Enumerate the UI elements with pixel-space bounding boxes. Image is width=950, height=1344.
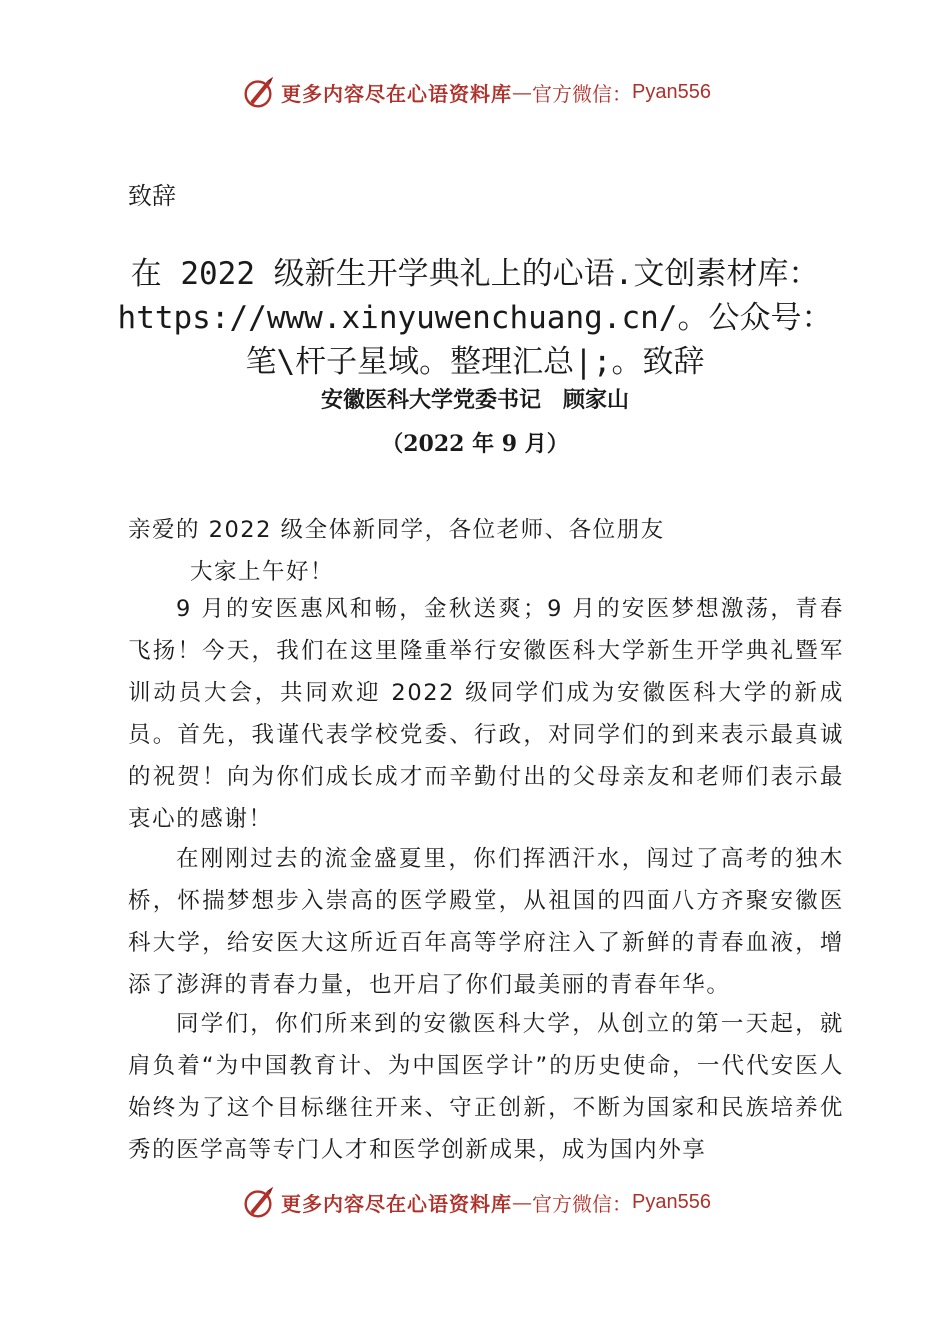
document-title — [60, 252, 890, 384]
salutation: 亲爱的 2022 级全体新同学，各位老师、各位朋友 — [128, 517, 665, 543]
header-banner — [0, 72, 950, 112]
pre-title: 致辞 — [128, 182, 176, 210]
banner-separator: — — [512, 80, 533, 104]
banner-text: 更多内容尽在心语资料库 — [281, 1191, 513, 1216]
quill-logo-icon — [239, 1183, 277, 1221]
author-line: 安徽医科大学党委书记 顾家山 — [320, 387, 629, 413]
footer-banner — [0, 1182, 950, 1222]
banner-wechat-label: 官方微信： — [532, 1191, 633, 1216]
title-line-1: 在 2022 级新生开学典礼上的心语.文创素材库： — [130, 256, 820, 292]
banner-wechat-id: Pyan556 — [632, 1190, 711, 1213]
title-line-2: https://www.xinyuwenchuang.cn/。公众号： — [117, 300, 833, 336]
greeting: 大家上午好！ — [190, 559, 335, 585]
paragraph-1: 9 月的安医惠风和畅，金秋送爽；9 月的安医梦想激荡，青春飞扬！今天，我们在这里隆重举行安徽医科大学新生开学典礼暨军训动员大会，共同欢迎 2022 级同学们成为安徽医科大学的新成员。首先，我谨代表学校党委、行政，对同学们的到来表示最真诚的祝贺！向为你们成长成才而辛勤付出的父母亲友和老师们表示最衷心的感谢！ — [128, 596, 844, 832]
banner-separator: — — [512, 1190, 533, 1214]
date-line: （2022 年 9 月） — [381, 431, 569, 457]
banner-wechat-label: 官方微信： — [532, 81, 633, 106]
title-line-3: 笔\杆子星域。整理汇总|;。致辞 — [245, 344, 705, 380]
paragraph-2: 在刚刚过去的流金盛夏里，你们挥洒汗水，闯过了高考的独木桥，怀揣梦想步入崇高的医学殿堂，从祖国的四面八方齐聚安徽医科大学，给安医大这所近百年高等学府注入了新鲜的青春血液，增添了澎湃的青春力量，也开启了你们最美丽的青春年华。 — [128, 846, 844, 998]
paragraph-3: 同学们，你们所来到的安徽医科大学，从创立的第一天起，就肩负着“为中国教育计、为中国医学计”的历史使命，一代代安医人始终为了这个目标继往开来、守正创新，不断为国家和民族培养优秀的医学高等专门人才和医学创新成果，成为国内外享 — [128, 1011, 844, 1163]
banner-text: 更多内容尽在心语资料库 — [281, 81, 513, 106]
quill-logo-icon — [239, 73, 277, 111]
banner-wechat-id: Pyan556 — [632, 80, 711, 103]
